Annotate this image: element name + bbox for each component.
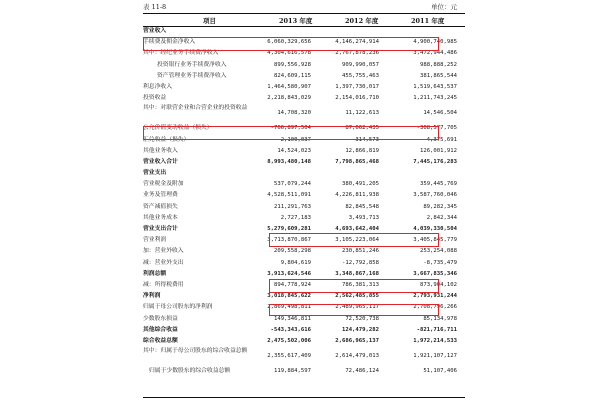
value-2013: 5,279,609,281 — [267, 226, 311, 232]
value-2012: 1,397,730,017 — [335, 83, 379, 90]
value-2012: 3,105,223,064 — [335, 237, 379, 244]
value-2011: 3,405,845,779 — [413, 237, 457, 244]
value-2011: 381,865,544 — [419, 72, 457, 79]
table-row — [143, 213, 465, 224]
row-label: 其他业务成本 — [143, 214, 178, 221]
row-label: 公允价值变动收益（损失） — [143, 125, 213, 132]
row-label: 归属于母公司股东的净利润 — [143, 304, 213, 311]
row-label: 营业收入 — [143, 28, 167, 34]
table-row — [143, 258, 465, 269]
row-label: 减：营业外支出 — [143, 259, 184, 266]
value-2012: 3,493,713 — [348, 214, 379, 221]
value-2011: 2,793,931,244 — [413, 293, 457, 300]
value-2011: 4,039,330,504 — [413, 226, 457, 232]
row-label: 投资收益 — [143, 95, 167, 102]
value-2011: -821,716,711 — [416, 326, 457, 333]
value-2013: -543,343,616 — [270, 326, 311, 333]
table-row — [143, 60, 465, 71]
value-2011: 359,445,769 — [419, 181, 457, 188]
row-label: 加：营业外收入 — [143, 248, 184, 255]
value-2011: 2,842,344 — [426, 214, 457, 221]
value-2013: 2,100,037 — [280, 136, 311, 143]
value-2012: 124,479,282 — [341, 326, 379, 333]
table-row — [143, 336, 465, 347]
table-row — [143, 202, 465, 213]
value-2013: 1,464,580,907 — [267, 83, 311, 90]
value-2012: 2,489,965,117 — [335, 304, 379, 311]
value-2012: -12,792,858 — [341, 259, 379, 266]
highlight-box-op-expense — [269, 233, 439, 247]
value-2011: -4,375,691 — [423, 136, 457, 143]
value-2013: 8,993,480,148 — [267, 158, 311, 165]
row-label: 少数股东损益 — [143, 315, 178, 322]
value-2013: 2,218,843,029 — [267, 95, 311, 102]
row-label: 综合收益总额 — [143, 337, 178, 344]
value-2012: 786,381,313 — [341, 281, 379, 288]
row-label: 减：所得税费用 — [143, 281, 184, 288]
value-2012: 4,146,274,914 — [335, 39, 379, 46]
table-header — [143, 13, 465, 27]
value-2013: 2,869,498,811 — [267, 304, 311, 311]
value-2013: -766,897,504 — [270, 125, 311, 132]
value-2013: 4,528,511,091 — [267, 192, 311, 199]
value-2013: 119,884,597 — [273, 368, 311, 375]
value-2011: 126,001,912 — [419, 147, 457, 154]
value-2013: 2,355,617,409 — [267, 353, 311, 360]
row-label: 资产管理业务手续费净收入 — [157, 72, 227, 79]
value-2013: 14,524,023 — [277, 147, 311, 154]
value-2012: 314,573 — [355, 136, 379, 143]
value-2012: 4,693,642,404 — [335, 226, 379, 232]
value-2011: 14,546,504 — [423, 110, 457, 117]
table-row — [143, 366, 465, 377]
highlight-box-fair-value — [143, 126, 439, 140]
header-2013: 2013 年度 — [279, 17, 313, 25]
value-2013: 894,778,924 — [273, 281, 311, 288]
value-2012: 230,851,246 — [341, 248, 379, 255]
value-2011: 3,667,835,346 — [413, 270, 457, 277]
header-2011: 2011 年度 — [411, 17, 445, 25]
income-statement-table — [143, 0, 465, 400]
value-2013: 9,804,619 — [280, 259, 311, 266]
unit-label: 单位：元 — [431, 3, 457, 11]
row-label: 营业收入合计 — [143, 158, 178, 165]
table-row — [143, 157, 465, 168]
value-2013: 209,558,298 — [273, 248, 311, 255]
value-2012: 2,614,479,013 — [335, 353, 379, 360]
value-2012: 2,767,878,236 — [335, 50, 379, 57]
row-label: 利润总额 — [143, 270, 167, 277]
value-2012: 87,662,435 — [345, 125, 379, 132]
table-label: 表 11-8 — [143, 3, 167, 11]
value-2012: 2,686,965,137 — [335, 337, 379, 344]
value-2011: 3,587,760,046 — [413, 192, 457, 199]
table-caption — [143, 2, 465, 12]
row-label: 利息净收入 — [143, 83, 172, 90]
table-row — [143, 26, 465, 37]
row-label: 业务及管理费 — [143, 192, 178, 199]
value-2012: 4,226,811,938 — [335, 192, 379, 199]
value-2011: 89,282,345 — [423, 203, 457, 210]
value-2013: 3,018,845,622 — [267, 293, 311, 300]
value-2011: 3,472,944,486 — [413, 50, 457, 57]
row-label: 手续费及佣金净收入 — [143, 39, 196, 46]
value-2012: 82,845,548 — [345, 203, 379, 210]
table-row — [143, 347, 465, 366]
value-2011: 85,134,978 — [423, 315, 457, 322]
row-label: 净利润 — [143, 293, 161, 300]
table-row — [143, 168, 465, 179]
value-2011: 1,921,107,127 — [413, 353, 457, 360]
value-2013: 2,475,502,006 — [267, 337, 311, 344]
value-2011: 4,900,740,985 — [413, 39, 457, 46]
value-2012: 72,520,738 — [345, 315, 379, 322]
table-row — [143, 325, 465, 336]
table-row — [143, 82, 465, 93]
row-label: 营业支出 — [143, 170, 167, 177]
value-2012: 2,154,016,710 — [335, 95, 379, 102]
header-item: 项目 — [203, 17, 216, 25]
value-2011: 51,107,406 — [423, 368, 457, 375]
row-label: 其他业务收入 — [143, 147, 178, 154]
header-2012: 2012 年度 — [345, 17, 379, 25]
row-label: 营业税金及附加 — [143, 181, 184, 188]
row-label: 汇兑收益（损失） — [143, 136, 190, 143]
highlight-box-fee-income — [143, 37, 439, 51]
highlight-box-net-profit — [269, 304, 439, 316]
value-2011: -8,735,479 — [423, 259, 457, 266]
value-2013: 211,291,763 — [273, 203, 311, 210]
value-2012: 3,348,867,168 — [335, 270, 379, 277]
highlight-box-total-profit — [269, 279, 439, 293]
table-row — [143, 179, 465, 190]
value-2013: 899,556,928 — [273, 61, 311, 68]
value-2011: 253,254,088 — [419, 248, 457, 255]
table-row — [143, 71, 465, 82]
table-row — [143, 146, 465, 157]
value-2013: 2,727,183 — [280, 214, 311, 221]
value-2013: 3,713,870,867 — [267, 237, 311, 244]
table-body — [143, 26, 465, 377]
row-label: 其他综合收益 — [143, 326, 178, 333]
value-2011: 2,708,796,266 — [413, 304, 457, 311]
value-2012: 12,866,819 — [345, 147, 379, 154]
value-2013: 4,304,616,578 — [267, 50, 311, 57]
table-row — [143, 104, 465, 123]
value-2012: 72,486,124 — [345, 368, 379, 375]
value-2013: 149,346,811 — [273, 315, 311, 322]
value-2011: 1,519,643,537 — [413, 83, 457, 90]
value-2013: 537,079,244 — [273, 181, 311, 188]
value-2012: 909,990,057 — [341, 61, 379, 68]
value-2012: 455,755,463 — [341, 72, 379, 79]
row-label: 归属于少数股东的综合收益总额 — [149, 368, 231, 375]
value-2011: 7,445,176,283 — [413, 158, 457, 165]
row-label: 营业支出合计 — [143, 226, 178, 232]
value-2011: 1,972,214,533 — [413, 337, 457, 344]
row-label: 资产减值损失 — [143, 203, 178, 210]
row-label: 营业利润 — [143, 237, 167, 244]
table-row — [143, 93, 465, 104]
value-2013: 824,609,115 — [273, 72, 311, 79]
row-label: 投资银行业务手续费净收入 — [157, 61, 227, 68]
value-2011: 1,211,743,245 — [413, 95, 457, 102]
table-row — [143, 246, 465, 257]
value-2013: 14,708,320 — [277, 110, 311, 117]
row-label: 其中：对联营企业和合营企业的投资收益 — [143, 105, 248, 112]
value-2012: 380,491,205 — [341, 181, 379, 188]
value-2011: 988,888,252 — [419, 61, 457, 68]
value-2013: 6,060,329,656 — [267, 39, 311, 46]
value-2013: 3,913,624,546 — [267, 270, 311, 277]
table-bottom-rule — [143, 397, 465, 398]
value-2011: -308,577,705 — [416, 125, 457, 132]
row-label: 其中：经纪业务手续费净收入 — [143, 50, 219, 57]
table-row — [143, 190, 465, 201]
value-2012: 2,562,485,855 — [335, 293, 379, 300]
value-2012: 11,122,613 — [345, 110, 379, 117]
row-label: 其中：归属于母公司股东的综合收益总额 — [143, 348, 248, 355]
value-2012: 7,798,865,468 — [335, 158, 379, 165]
value-2011: 873,904,102 — [419, 281, 457, 288]
